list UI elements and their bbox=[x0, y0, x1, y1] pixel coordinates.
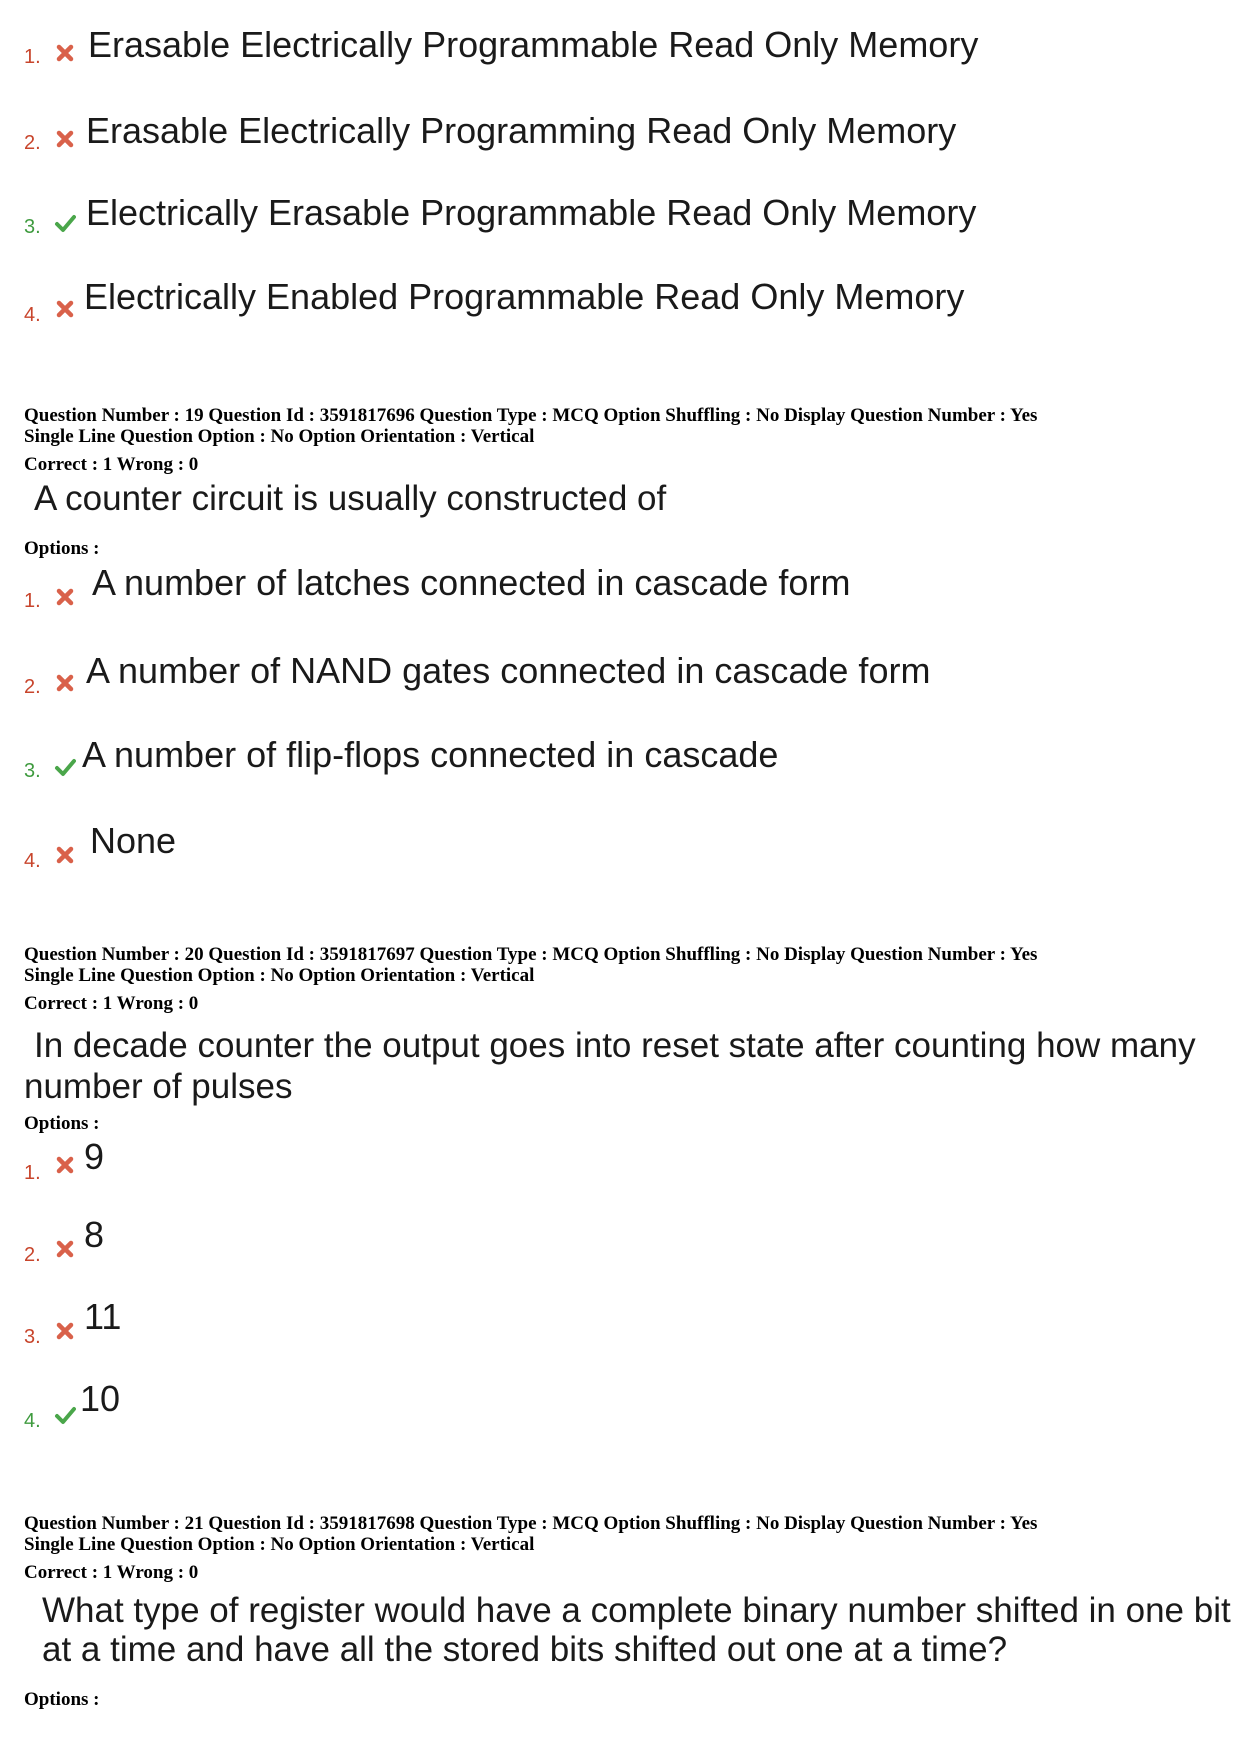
wrong-x-icon bbox=[54, 1238, 76, 1260]
options-label: Options : bbox=[24, 1113, 100, 1134]
q20-option-2 bbox=[24, 1214, 1204, 1274]
question-marks: Correct : 1 Wrong : 0 bbox=[24, 454, 199, 475]
option-text: 9 bbox=[84, 1136, 105, 1177]
wrong-x-icon bbox=[54, 42, 76, 64]
option-text: Electrically Erasable Programmable Read Only Memory bbox=[86, 192, 977, 233]
option-number: 2. bbox=[24, 676, 41, 698]
q18-option-3 bbox=[24, 190, 1204, 250]
option-text: None bbox=[90, 820, 177, 861]
option-number: 3. bbox=[24, 216, 41, 238]
question-marks: Correct : 1 Wrong : 0 bbox=[24, 1562, 199, 1583]
option-number: 4. bbox=[24, 850, 41, 872]
option-number: 3. bbox=[24, 1326, 41, 1348]
option-number: 2. bbox=[24, 1244, 41, 1266]
question-meta-line-1: Question Number : 19 Question Id : 3591817696 Question Type : MCQ Option Shuffling : No Display Question Number : Yes bbox=[24, 405, 1038, 426]
question-text: A counter circuit is usually constructed of bbox=[34, 479, 667, 518]
wrong-x-icon bbox=[54, 844, 76, 866]
question-meta-line-1: Question Number : 21 Question Id : 3591817698 Question Type : MCQ Option Shuffling : No Display Question Number : Yes bbox=[24, 1513, 1038, 1534]
wrong-x-icon bbox=[54, 128, 76, 150]
option-text: 10 bbox=[80, 1378, 121, 1419]
option-text: A number of NAND gates connected in cascade form bbox=[86, 650, 931, 691]
q19-option-1 bbox=[24, 562, 1204, 622]
option-text: 11 bbox=[84, 1296, 122, 1337]
option-number: 1. bbox=[24, 590, 41, 612]
question-meta-line-2: Single Line Question Option : No Option Orientation : Vertical bbox=[24, 1534, 535, 1555]
question-meta-line-2: Single Line Question Option : No Option Orientation : Vertical bbox=[24, 965, 535, 986]
q18-option-1 bbox=[24, 24, 1204, 84]
q20-option-4 bbox=[24, 1378, 1204, 1438]
wrong-x-icon bbox=[54, 586, 76, 608]
option-text: 8 bbox=[84, 1214, 105, 1255]
options-label: Options : bbox=[24, 538, 100, 559]
q18-option-2 bbox=[24, 106, 1204, 166]
question-text-line-1: What type of register would have a complete binary number shifted in one bit bbox=[42, 1591, 1231, 1630]
q20-option-1 bbox=[24, 1134, 1204, 1194]
option-text: Erasable Electrically Programming Read Only Memory bbox=[86, 110, 957, 151]
wrong-x-icon bbox=[54, 1154, 76, 1176]
q19-option-3 bbox=[24, 730, 1204, 790]
q20-option-3 bbox=[24, 1296, 1204, 1356]
correct-check-icon bbox=[54, 1404, 76, 1426]
question-text-line-1: In decade counter the output goes into reset state after counting how many bbox=[34, 1026, 1196, 1065]
q19-option-4 bbox=[24, 816, 1204, 876]
option-text: A number of latches connected in cascade form bbox=[92, 562, 851, 603]
option-number: 4. bbox=[24, 1410, 41, 1432]
option-number: 4. bbox=[24, 304, 41, 326]
options-label: Options : bbox=[24, 1689, 100, 1710]
question-text-line-2: at a time and have all the stored bits shifted out one at a time? bbox=[42, 1630, 1008, 1669]
question-text-line-2: number of pulses bbox=[24, 1067, 293, 1106]
option-text: Erasable Electrically Programmable Read Only Memory bbox=[88, 24, 979, 65]
question-marks: Correct : 1 Wrong : 0 bbox=[24, 993, 199, 1014]
wrong-x-icon bbox=[54, 672, 76, 694]
question-meta-line-1: Question Number : 20 Question Id : 3591817697 Question Type : MCQ Option Shuffling : No Display Question Number : Yes bbox=[24, 944, 1038, 965]
question-meta-line-2: Single Line Question Option : No Option Orientation : Vertical bbox=[24, 426, 535, 447]
wrong-x-icon bbox=[54, 298, 76, 320]
option-text: Electrically Enabled Programmable Read Only Memory bbox=[84, 276, 965, 317]
option-number: 3. bbox=[24, 760, 41, 782]
option-number: 1. bbox=[24, 46, 41, 68]
option-text: A number of flip-flops connected in cascade bbox=[82, 734, 779, 775]
correct-check-icon bbox=[54, 756, 76, 778]
correct-check-icon bbox=[54, 212, 76, 234]
wrong-x-icon bbox=[54, 1320, 76, 1342]
q18-option-4 bbox=[24, 272, 1204, 332]
option-number: 2. bbox=[24, 132, 41, 154]
q19-option-2 bbox=[24, 648, 1204, 708]
option-number: 1. bbox=[24, 1162, 41, 1184]
